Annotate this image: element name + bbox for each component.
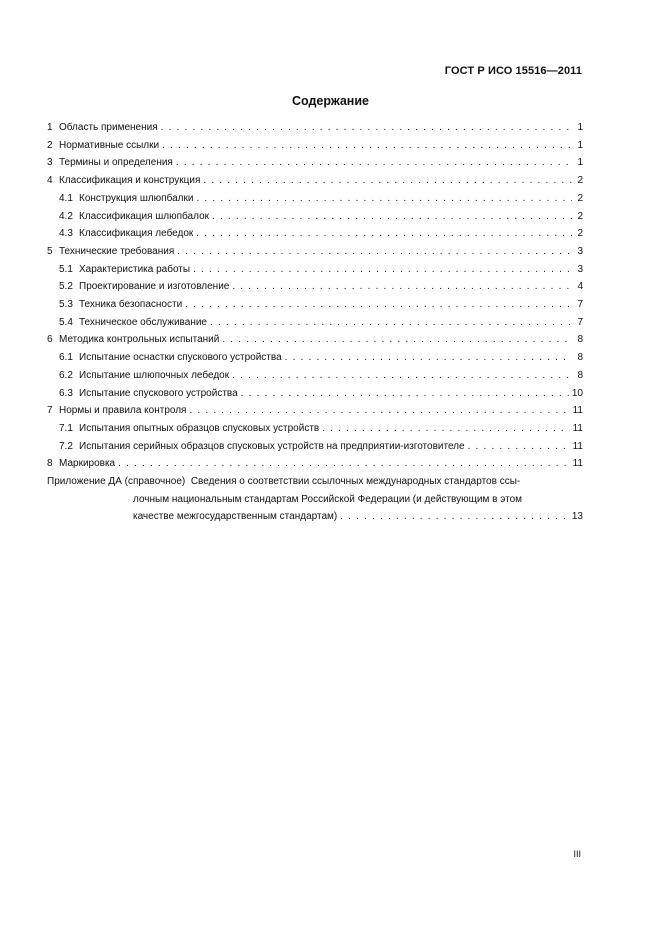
appendix-last-line xyxy=(47,508,583,526)
toc-entry[interactable] xyxy=(47,385,583,403)
toc-entry-number: 5.2 xyxy=(59,281,73,293)
toc-entry[interactable] xyxy=(47,172,583,190)
toc-page-number: 11 xyxy=(572,422,583,434)
toc-entry-label: Классификация шлюпбалок xyxy=(79,210,209,222)
toc-entry[interactable] xyxy=(47,278,583,296)
toc-leader-dots xyxy=(185,296,572,314)
toc-entry-label: Нормативные ссылки xyxy=(59,139,160,151)
toc-leader-dots xyxy=(161,119,572,137)
toc-entry-label: Испытание оснастки спускового устройства xyxy=(79,352,282,364)
toc-page-number: 8 xyxy=(577,334,583,346)
appendix-line2: лочным национальным стандартам Российской Федерации (и действующим в этом xyxy=(133,493,522,505)
toc-leader-dots xyxy=(322,420,569,438)
toc-leader-dots xyxy=(162,137,572,155)
toc-leader-dots xyxy=(210,314,572,332)
toc-entry[interactable] xyxy=(47,261,583,279)
toc-leader-dots xyxy=(212,208,572,226)
toc-entry-number: 2 xyxy=(47,139,53,151)
toc-page-number: 2 xyxy=(577,175,583,187)
toc-entry-label: Нормы и правила контроля xyxy=(59,405,187,417)
toc-entry-number: 5 xyxy=(47,245,53,257)
toc-entry-number: 6 xyxy=(47,334,53,346)
toc-entry-number: 4.1 xyxy=(59,192,73,204)
toc-entry-label: Проектирование и изготовление xyxy=(79,281,230,293)
toc-entry-label: Классификация и конструкция xyxy=(59,175,201,187)
toc-entry[interactable] xyxy=(47,438,583,456)
toc-page-number: 4 xyxy=(577,281,583,293)
toc-page-number: 1 xyxy=(577,157,583,169)
toc-leader-dots xyxy=(189,402,569,420)
toc-entry-number: 4.2 xyxy=(59,210,73,222)
toc-entry[interactable] xyxy=(47,208,583,226)
toc-entry-number: 5.1 xyxy=(59,263,73,275)
toc-leader-dots xyxy=(118,455,569,473)
toc-page-number: 1 xyxy=(577,139,583,151)
toc-page-number: 11 xyxy=(572,405,583,417)
toc-page-number: 7 xyxy=(577,299,583,311)
toc-leader-dots xyxy=(196,225,572,243)
toc-entry[interactable] xyxy=(47,349,583,367)
toc-leader-dots xyxy=(203,172,572,190)
toc-leader-dots xyxy=(176,154,572,172)
toc-page-number: 2 xyxy=(577,210,583,222)
toc-entry-label: Испытания серийных образцов спусковых устройств на предприятии-изготовителе xyxy=(79,440,465,452)
toc-entry-number: 6.2 xyxy=(59,369,73,381)
toc-entry-number: 4.3 xyxy=(59,228,73,240)
toc-title: Содержание xyxy=(291,94,369,108)
toc-entry-number: 1 xyxy=(47,122,53,133)
toc-page-number: 1 xyxy=(577,122,583,133)
toc-leader-dots xyxy=(193,261,572,279)
toc-page-number: 3 xyxy=(577,245,583,257)
toc-entry-label: Технические требования xyxy=(59,245,175,257)
toc-page-number: 2 xyxy=(577,192,583,204)
toc-entry[interactable] xyxy=(47,402,583,420)
toc-page-number: 3 xyxy=(577,263,583,275)
toc-entry[interactable] xyxy=(47,137,583,155)
toc-appendix-entry[interactable] xyxy=(47,473,583,526)
appendix-line1: Сведения о соответствии ссылочных международных стандартов ссы- xyxy=(190,476,521,488)
toc-entry-number: 5.3 xyxy=(59,299,73,311)
toc-entry-label: Методика контрольных испытаний xyxy=(59,334,220,346)
toc-entry-number: 6.3 xyxy=(59,387,73,399)
document-code-header: ГОСТ Р ИСО 15516—2011 xyxy=(444,65,582,77)
page-number-footer: III xyxy=(573,849,581,859)
toc-entry-label: Характеристика работы xyxy=(79,263,191,275)
toc-entry[interactable] xyxy=(47,243,583,261)
toc-entry[interactable] xyxy=(47,331,583,349)
toc-entry[interactable] xyxy=(47,154,583,172)
toc-entry-label: Область применения xyxy=(59,122,158,133)
toc-entry-number: 5.4 xyxy=(59,316,73,328)
toc-entry-label: Техника безопасности xyxy=(79,299,183,311)
appendix-line3: качестве межгосударственным стандартам) xyxy=(133,511,338,523)
table-of-contents xyxy=(47,119,583,526)
toc-entry-number: 4 xyxy=(47,175,53,187)
toc-entry[interactable] xyxy=(47,225,583,243)
toc-leader-dots xyxy=(340,508,569,526)
toc-entry-label: Техническое обслуживание xyxy=(79,316,207,328)
toc-entry-label: Классификация лебедок xyxy=(79,228,194,240)
toc-entry[interactable] xyxy=(47,455,583,473)
toc-entry-label: Конструкция шлюпбалки xyxy=(79,192,194,204)
appendix-first-line xyxy=(47,473,583,491)
toc-entry-number: 7.1 xyxy=(59,422,73,434)
toc-entry[interactable] xyxy=(47,420,583,438)
toc-leader-dots xyxy=(232,367,572,385)
toc-page-number: 11 xyxy=(572,458,583,470)
toc-page-number: 7 xyxy=(577,316,583,328)
toc-entry-label: Испытания опытных образцов спусковых устройств xyxy=(79,422,320,434)
toc-entry-label: Испытание спускового устройства xyxy=(79,387,238,399)
appendix-prefix: Приложение ДА (справочное) xyxy=(47,476,186,488)
toc-entry[interactable] xyxy=(47,119,583,137)
toc-entry[interactable] xyxy=(47,190,583,208)
toc-entry-label: Термины и определения xyxy=(59,157,173,169)
toc-leader-dots xyxy=(241,385,569,403)
toc-leader-dots xyxy=(285,349,572,367)
toc-entry-number: 8 xyxy=(47,458,53,470)
toc-entry-number: 3 xyxy=(47,157,53,169)
toc-leader-dots xyxy=(177,243,572,261)
toc-page-number: 8 xyxy=(577,369,583,381)
toc-entry[interactable] xyxy=(47,314,583,332)
toc-page-number: 13 xyxy=(571,511,583,523)
toc-page-number: 11 xyxy=(572,440,583,452)
toc-leader-dots xyxy=(232,278,572,296)
toc-leader-dots xyxy=(468,438,570,456)
toc-leader-dots xyxy=(196,190,572,208)
toc-page-number: 10 xyxy=(571,387,583,399)
toc-entry[interactable] xyxy=(47,367,583,385)
toc-entry-number: 6.1 xyxy=(59,352,73,364)
toc-entry-number: 7 xyxy=(47,405,53,417)
toc-entry-number: 7.2 xyxy=(59,440,73,452)
toc-page-number: 8 xyxy=(577,352,583,364)
toc-entry[interactable] xyxy=(47,296,583,314)
toc-page-number: 2 xyxy=(577,228,583,240)
toc-entry-label: Маркировка xyxy=(59,458,116,470)
toc-entry-label: Испытание шлюпочных лебедок xyxy=(79,369,230,381)
toc-leader-dots xyxy=(222,331,572,349)
